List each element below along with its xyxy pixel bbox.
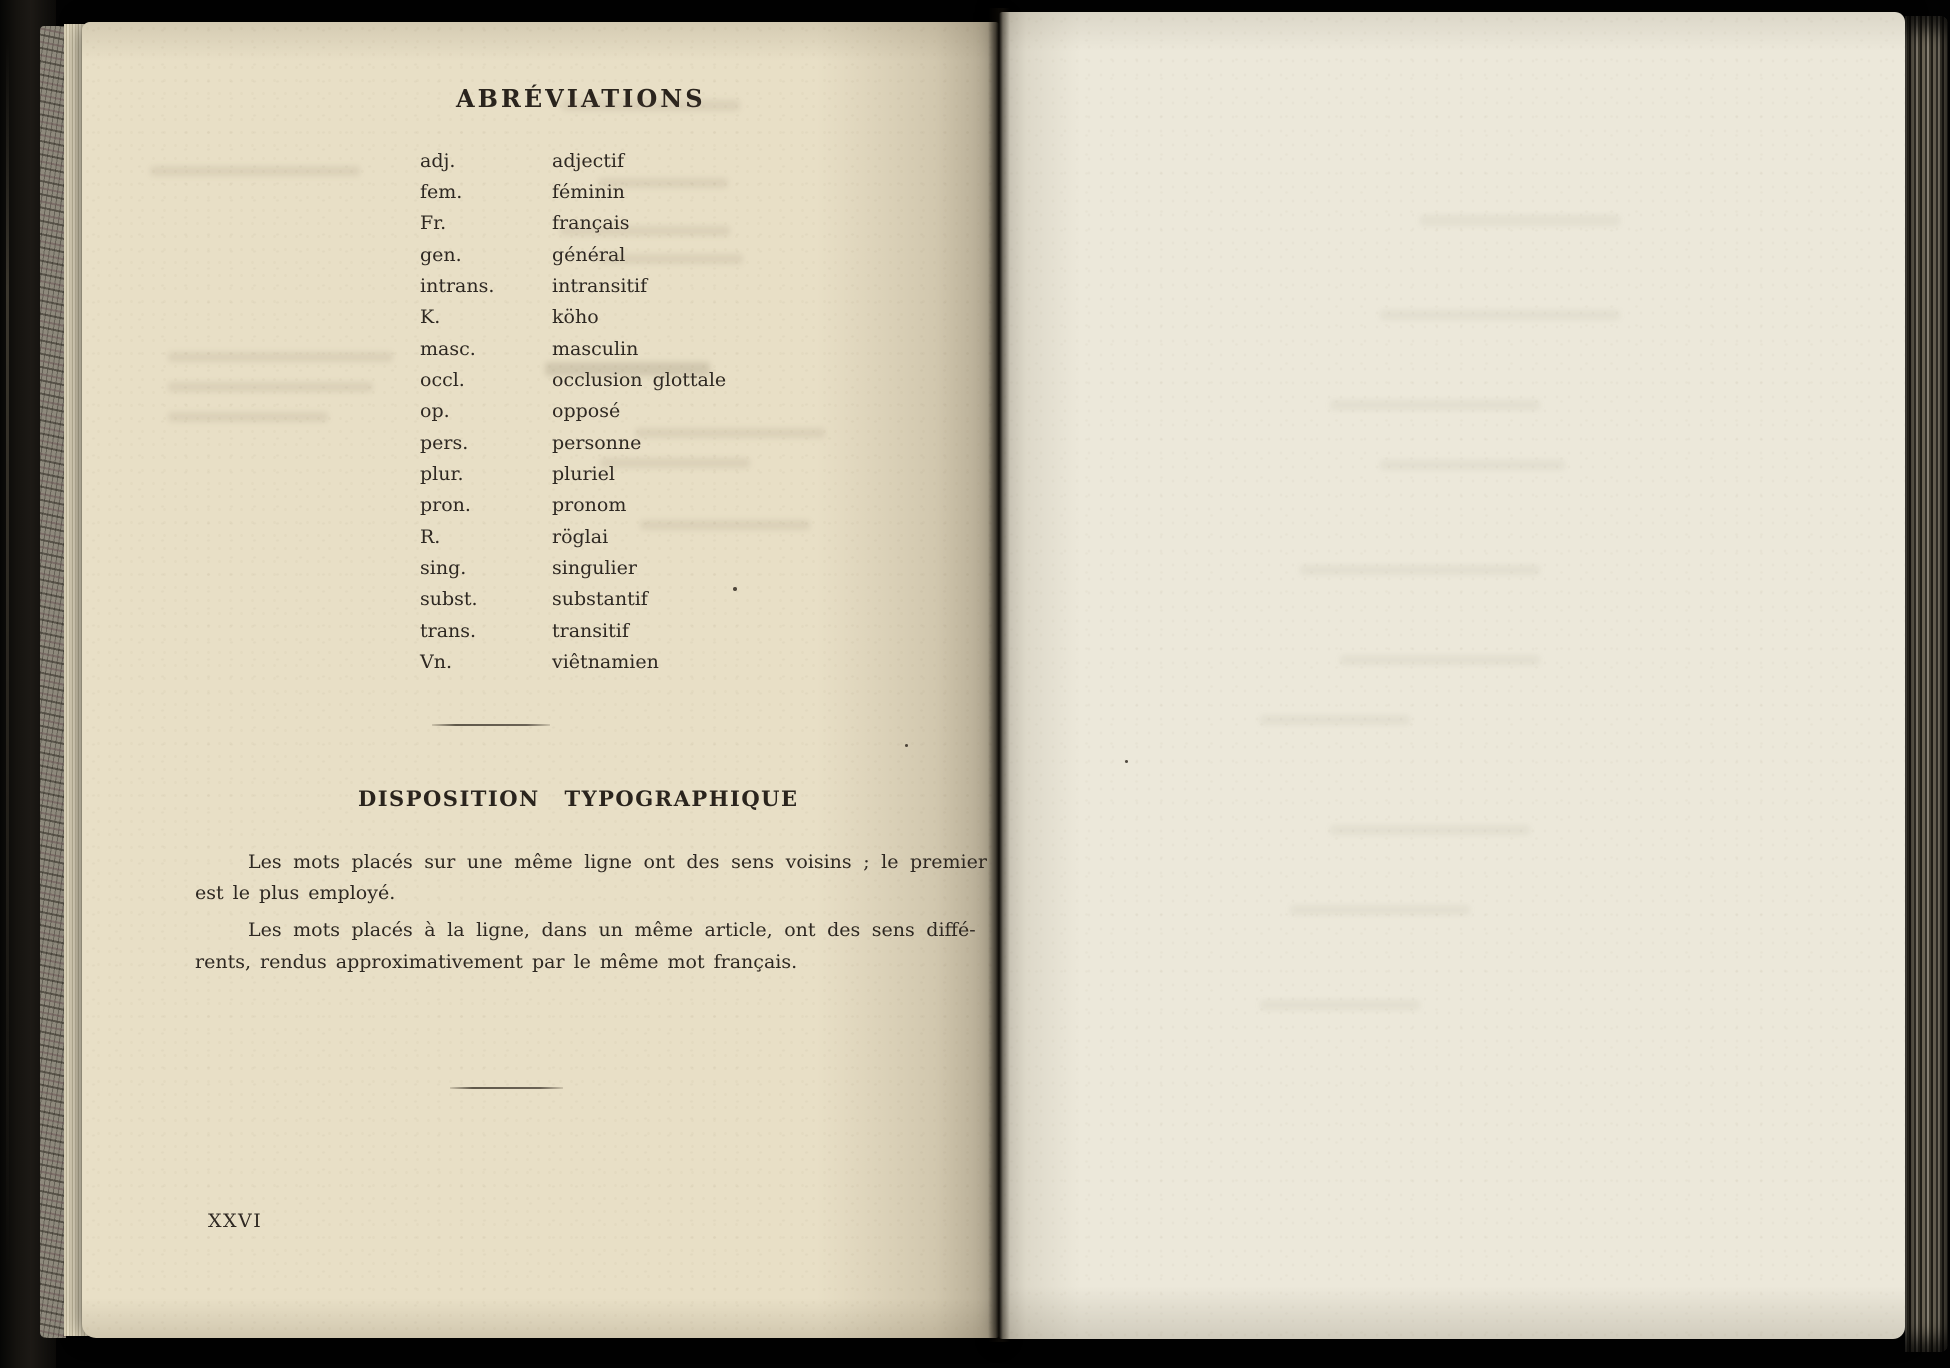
bleedthrough-mark: [1300, 565, 1540, 575]
bleedthrough-mark: [1380, 310, 1620, 320]
end-divider: [450, 1087, 563, 1089]
bleedthrough-mark: [1260, 1000, 1420, 1010]
abbreviation-key: plur.: [420, 463, 464, 486]
abbreviation-key: K.: [420, 306, 441, 329]
abbreviation-row: [420, 333, 840, 364]
ink-speck: [1125, 760, 1128, 763]
bleedthrough-mark: [560, 226, 730, 236]
abbreviation-meaning: pluriel: [552, 463, 615, 486]
abbreviation-meaning: général: [552, 243, 626, 266]
bleedthrough-mark: [168, 352, 393, 362]
abbreviation-meaning: transitif: [552, 619, 629, 642]
abbreviation-meaning: personne: [552, 431, 642, 454]
abbreviation-row: [420, 552, 840, 583]
right-page: [999, 12, 1905, 1339]
ink-speck: [905, 744, 908, 747]
abbreviation-meaning: opposé: [552, 400, 621, 423]
abbreviations-list: [420, 145, 840, 678]
bleedthrough-mark: [598, 178, 728, 188]
abbreviation-key: sing.: [420, 557, 467, 580]
book-gutter: [988, 8, 1010, 1342]
abbreviation-meaning: adjectif: [552, 149, 625, 172]
bleedthrough-mark: [1340, 655, 1540, 665]
abbreviation-row: [420, 615, 840, 646]
ink-speck: [733, 587, 737, 591]
abbreviation-key: fem.: [420, 181, 463, 204]
abbreviation-key: pers.: [420, 431, 469, 454]
abbreviation-key: subst.: [420, 588, 478, 611]
abbreviation-meaning: viêtnamien: [552, 651, 659, 674]
paragraph-line: Les mots placés à la ligne, dans un même article, ont des sens diffé-: [248, 919, 976, 941]
abbreviation-meaning: singulier: [552, 557, 637, 580]
abbreviation-key: pron.: [420, 494, 471, 517]
abbreviation-key: op.: [420, 400, 450, 423]
abbreviation-key: intrans.: [420, 275, 495, 298]
bleedthrough-mark: [1260, 715, 1410, 725]
abbreviation-key: Fr.: [420, 212, 447, 235]
section-divider: [432, 724, 550, 726]
abbreviation-meaning: masculin: [552, 337, 639, 360]
paragraph-line: rents, rendus approximativement par le même mot français.: [195, 951, 798, 973]
abbreviation-key: occl.: [420, 369, 465, 392]
abbreviation-row: [420, 490, 840, 521]
bleedthrough-mark: [1380, 460, 1565, 470]
abbreviation-meaning: pronom: [552, 494, 627, 517]
bleedthrough-mark: [562, 100, 740, 111]
marbled-page-edges: [40, 26, 66, 1338]
bleedthrough-mark: [640, 520, 810, 530]
abbreviation-row: [420, 647, 840, 678]
abbreviation-meaning: intransitif: [552, 275, 648, 298]
abbreviation-key: Vn.: [420, 651, 452, 674]
paragraph-line: est le plus employé.: [195, 882, 396, 904]
bleedthrough-mark: [1330, 825, 1530, 835]
abbreviation-key: gen.: [420, 243, 462, 266]
bleedthrough-mark: [635, 428, 825, 438]
right-page-edge-stack: [1905, 16, 1948, 1352]
bleedthrough-mark: [600, 458, 750, 468]
abbreviation-key: trans.: [420, 619, 477, 642]
page-number: XXVI: [208, 1210, 263, 1232]
abbreviation-meaning: köho: [552, 306, 599, 329]
page-title: ABRÉVIATIONS: [456, 84, 706, 113]
abbreviation-meaning: français: [552, 212, 630, 235]
abbreviation-meaning: féminin: [552, 181, 625, 204]
abbreviation-row: [420, 270, 840, 301]
bleedthrough-mark: [168, 412, 328, 422]
abbreviation-row: [420, 584, 840, 615]
bleedthrough-mark: [1290, 905, 1470, 915]
abbreviation-key: masc.: [420, 337, 476, 360]
abbreviation-meaning: substantif: [552, 588, 648, 611]
bleedthrough-mark: [168, 382, 373, 392]
abbreviation-row: [420, 145, 840, 176]
abbreviation-key: R.: [420, 525, 441, 548]
abbreviation-row: [420, 396, 840, 427]
abbreviation-row: [420, 302, 840, 333]
section-title: DISPOSITION TYPOGRAPHIQUE: [358, 786, 799, 811]
abbreviation-meaning: röglai: [552, 525, 609, 548]
bleedthrough-mark: [1330, 400, 1540, 410]
bleedthrough-mark: [545, 362, 710, 376]
bleedthrough-mark: [150, 166, 360, 176]
bleedthrough-mark: [598, 254, 743, 264]
paragraph-line: Les mots placés sur une même ligne ont des sens voisins ; le premier: [248, 851, 987, 873]
bleedthrough-mark: [1420, 215, 1620, 226]
abbreviation-meaning: occlusion glottale: [552, 369, 727, 392]
abbreviation-key: adj.: [420, 149, 456, 172]
